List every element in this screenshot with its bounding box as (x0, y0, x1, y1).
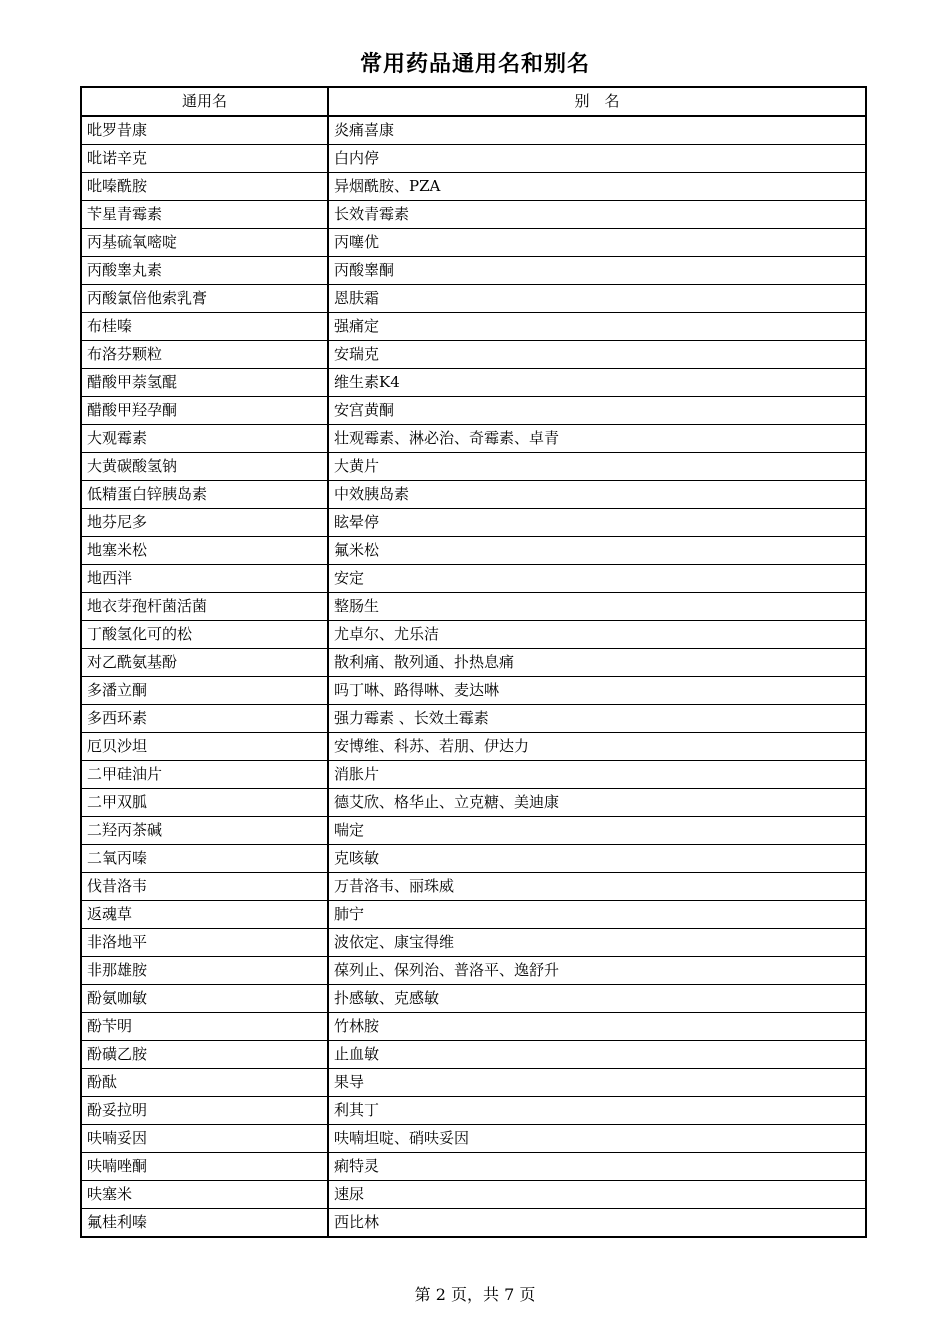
generic-name-cell: 丙基硫氧嘧啶 (81, 229, 328, 257)
generic-name-cell: 地衣芽孢杆菌活菌 (81, 593, 328, 621)
table-row (81, 425, 866, 453)
alias-cell: 散利痛、散列通、扑热息痛 (328, 649, 866, 677)
table-row (81, 313, 866, 341)
table-row (81, 929, 866, 957)
alias-cell: 眩晕停 (328, 509, 866, 537)
alias-cell: 波依定、康宝得维 (328, 929, 866, 957)
table-row (81, 201, 866, 229)
generic-name-cell: 醋酸甲羟孕酮 (81, 397, 328, 425)
alias-cell: 异烟酰胺、PZA (328, 173, 866, 201)
alias-cell: 恩肤霜 (328, 285, 866, 313)
table-row (81, 481, 866, 509)
table-row (81, 761, 866, 789)
table-row (81, 593, 866, 621)
generic-name-cell: 醋酸甲萘氢醌 (81, 369, 328, 397)
generic-name-cell: 吡诺辛克 (81, 145, 328, 173)
alias-cell: 强痛定 (328, 313, 866, 341)
table-row (81, 1209, 866, 1238)
table-row (81, 649, 866, 677)
alias-cell: 万昔洛韦、丽珠威 (328, 873, 866, 901)
alias-cell: 安瑞克 (328, 341, 866, 369)
generic-name-cell: 呋喃唑酮 (81, 1153, 328, 1181)
table-row (81, 985, 866, 1013)
table-row (81, 453, 866, 481)
generic-name-cell: 二氧丙嗪 (81, 845, 328, 873)
table-row (81, 817, 866, 845)
generic-name-cell: 厄贝沙坦 (81, 733, 328, 761)
table-row (81, 957, 866, 985)
alias-cell: 痢特灵 (328, 1153, 866, 1181)
alias-cell: 吗丁啉、路得啉、麦达啉 (328, 677, 866, 705)
generic-name-cell: 酚酞 (81, 1069, 328, 1097)
table-row (81, 845, 866, 873)
table-row (81, 1041, 866, 1069)
alias-cell: 肺宁 (328, 901, 866, 929)
alias-cell: 速尿 (328, 1181, 866, 1209)
alias-cell: 长效青霉素 (328, 201, 866, 229)
table-row (81, 341, 866, 369)
alias-cell: 消胀片 (328, 761, 866, 789)
table-row (81, 397, 866, 425)
table-body (81, 116, 866, 1237)
alias-cell: 竹林胺 (328, 1013, 866, 1041)
generic-name-cell: 多西环素 (81, 705, 328, 733)
generic-name-cell: 伐昔洛韦 (81, 873, 328, 901)
alias-cell: 中效胰岛素 (328, 481, 866, 509)
table-row (81, 873, 866, 901)
table-row (81, 1153, 866, 1181)
generic-name-cell: 布桂嗪 (81, 313, 328, 341)
generic-name-cell: 非那雄胺 (81, 957, 328, 985)
generic-name-cell: 大黄碳酸氢钠 (81, 453, 328, 481)
alias-cell: 丙酸睾酮 (328, 257, 866, 285)
alias-cell: 扑感敏、克感敏 (328, 985, 866, 1013)
alias-cell: 安定 (328, 565, 866, 593)
table-row (81, 1125, 866, 1153)
generic-name-cell: 呋塞米 (81, 1181, 328, 1209)
table-row (81, 901, 866, 929)
alias-cell: 德艾欣、格华止、立克糖、美迪康 (328, 789, 866, 817)
alias-cell: 安博维、科苏、若朋、伊达力 (328, 733, 866, 761)
generic-name-cell: 地塞米松 (81, 537, 328, 565)
alias-cell: 氟米松 (328, 537, 866, 565)
table-row (81, 257, 866, 285)
drug-names-table (80, 86, 867, 1238)
table-row (81, 145, 866, 173)
table-row (81, 789, 866, 817)
table-row (81, 705, 866, 733)
table-row (81, 1069, 866, 1097)
alias-cell: 丙噻优 (328, 229, 866, 257)
generic-name-cell: 呋喃妥因 (81, 1125, 328, 1153)
table-row (81, 621, 866, 649)
table-row (81, 285, 866, 313)
generic-name-cell: 丁酸氢化可的松 (81, 621, 328, 649)
alias-cell: 克咳敏 (328, 845, 866, 873)
column-header-alias: 别 名 (328, 87, 866, 116)
alias-cell: 喘定 (328, 817, 866, 845)
generic-name-cell: 地西泮 (81, 565, 328, 593)
generic-name-cell: 丙酸氯倍他索乳膏 (81, 285, 328, 313)
alias-cell: 强力霉素 、长效土霉素 (328, 705, 866, 733)
alias-cell: 安宫黄酮 (328, 397, 866, 425)
generic-name-cell: 非洛地平 (81, 929, 328, 957)
alias-cell: 壮观霉素、淋必治、奇霉素、卓青 (328, 425, 866, 453)
generic-name-cell: 返魂草 (81, 901, 328, 929)
generic-name-cell: 苄星青霉素 (81, 201, 328, 229)
alias-cell: 果导 (328, 1069, 866, 1097)
table-header-row (81, 87, 866, 116)
table-row (81, 677, 866, 705)
generic-name-cell: 大观霉素 (81, 425, 328, 453)
table-row (81, 733, 866, 761)
alias-cell: 西比林 (328, 1209, 866, 1238)
alias-cell: 白内停 (328, 145, 866, 173)
generic-name-cell: 低精蛋白锌胰岛素 (81, 481, 328, 509)
alias-cell: 维生素K4 (328, 369, 866, 397)
alias-cell: 大黄片 (328, 453, 866, 481)
alias-cell: 葆列止、保列治、普洛平、逸舒升 (328, 957, 866, 985)
generic-name-cell: 吡嗪酰胺 (81, 173, 328, 201)
table-row (81, 369, 866, 397)
alias-cell: 炎痛喜康 (328, 116, 866, 145)
generic-name-cell: 酚妥拉明 (81, 1097, 328, 1125)
alias-cell: 呋喃坦啶、硝呋妥因 (328, 1125, 866, 1153)
generic-name-cell: 对乙酰氨基酚 (81, 649, 328, 677)
generic-name-cell: 丙酸睾丸素 (81, 257, 328, 285)
generic-name-cell: 多潘立酮 (81, 677, 328, 705)
table-row (81, 1097, 866, 1125)
generic-name-cell: 氟桂利嗪 (81, 1209, 328, 1238)
table-row (81, 565, 866, 593)
table-row (81, 509, 866, 537)
table-row (81, 116, 866, 145)
alias-cell: 尤卓尔、尤乐洁 (328, 621, 866, 649)
generic-name-cell: 布洛芬颗粒 (81, 341, 328, 369)
generic-name-cell: 吡罗昔康 (81, 116, 328, 145)
table-row (81, 537, 866, 565)
page-title: 常用药品通用名和别名 (359, 52, 590, 77)
column-header-generic-name: 通用名 (81, 87, 328, 116)
generic-name-cell: 酚氨咖敏 (81, 985, 328, 1013)
generic-name-cell: 二甲硅油片 (81, 761, 328, 789)
table-row (81, 1013, 866, 1041)
generic-name-cell: 二甲双胍 (81, 789, 328, 817)
alias-cell: 利其丁 (328, 1097, 866, 1125)
table-row (81, 173, 866, 201)
table-row (81, 229, 866, 257)
page-footer: 第 2 页，共 7 页 (414, 1285, 536, 1304)
generic-name-cell: 地芬尼多 (81, 509, 328, 537)
alias-cell: 止血敏 (328, 1041, 866, 1069)
generic-name-cell: 二羟丙茶碱 (81, 817, 328, 845)
generic-name-cell: 酚苄明 (81, 1013, 328, 1041)
alias-cell: 整肠生 (328, 593, 866, 621)
table-row (81, 1181, 866, 1209)
generic-name-cell: 酚磺乙胺 (81, 1041, 328, 1069)
